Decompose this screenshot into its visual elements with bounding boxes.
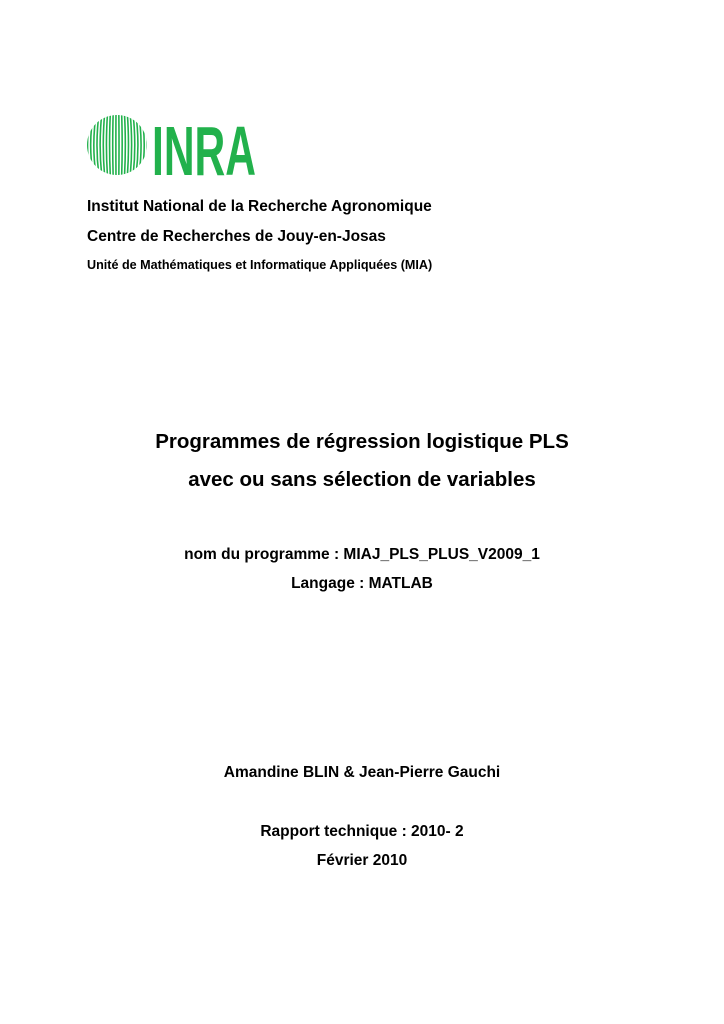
title-line-1: Programmes de régression logistique PLS: [155, 430, 569, 453]
research-unit: Unité de Mathématiques et Informatique Appliquées (MIA): [87, 258, 433, 272]
institution-header: [87, 197, 647, 285]
report-number: Rapport technique : 2010- 2: [260, 823, 464, 840]
title-line-2: avec ou sans sélection de variables: [188, 468, 536, 491]
authors: Amandine BLIN & Jean-Pierre Gauchi: [223, 764, 501, 781]
research-center: Centre de Recherches de Jouy-en-Josas: [87, 228, 386, 245]
report-info: [0, 822, 724, 880]
program-info: [0, 545, 724, 603]
program-language: Langage : MATLAB: [291, 575, 433, 592]
inra-logo: [86, 112, 258, 190]
inra-wordmark: INRA: [152, 112, 256, 190]
document-title: [0, 429, 724, 505]
globe-icon: [84, 112, 150, 178]
report-date: Février 2010: [316, 852, 408, 869]
program-name: nom du programme : MIAJ_PLS_PLUS_V2009_1: [184, 546, 540, 563]
institute-name: Institut National de la Recherche Agronomique: [87, 198, 432, 215]
